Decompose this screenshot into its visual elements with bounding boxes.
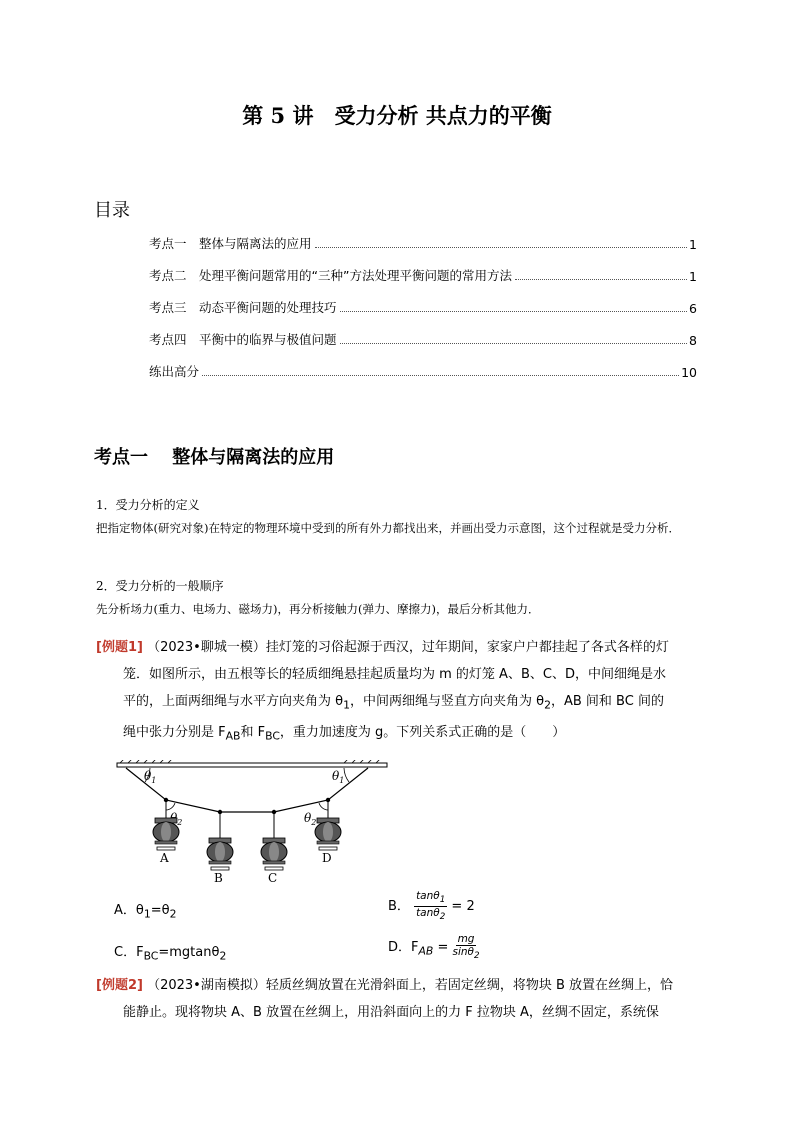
toc-item[interactable]	[149, 330, 697, 348]
example-text: 轻质丝绸放置在光滑斜面上，若固定丝绸，将物块 B 放置在丝绸上，恰	[265, 978, 674, 993]
toc-leader	[202, 374, 679, 376]
toc-leader	[315, 246, 688, 248]
toc-leader	[340, 310, 688, 312]
example-source: （2023•聊城一模）	[147, 640, 266, 655]
theta2-left-label: 2	[177, 818, 183, 827]
toc-item-label: 考点一 整体与隔离法的应用	[149, 236, 312, 251]
toc-item[interactable]	[149, 298, 697, 316]
example-text: 绳中张力分别是 $F_{AB}$和 $F_{BC}$，重力加速度为 g。下列关系式正确的是（ ）	[123, 724, 566, 743]
example-source: （2023•湖南模拟）	[147, 978, 266, 993]
label-a: A	[160, 851, 169, 865]
toc-leader	[340, 342, 688, 344]
lantern-b	[207, 812, 233, 870]
ceiling-bar	[117, 763, 387, 767]
toc-item-page: 8	[689, 333, 697, 348]
theta1-right-label: $\theta_1$	[332, 769, 345, 785]
theta1-left-label: $\theta_1$	[144, 769, 157, 785]
toc-item-page: 10	[681, 365, 697, 380]
lantern-c	[261, 812, 287, 870]
example-text: 笼．如图所示，由五根等长的轻质细绳悬挂起质量均为 m 的灯笼 A、B、C、D，中间细绳是水	[123, 667, 666, 682]
label-b: B	[214, 871, 223, 885]
toc-item-label: 考点四 平衡中的临界与极值问题	[149, 332, 337, 347]
fraction: $\frac{\tan\theta_1}{\tan\theta_2}$	[416, 890, 446, 923]
example-2	[96, 972, 700, 1026]
toc-item[interactable]	[149, 266, 697, 284]
page-title: 第 5 讲 受力分析 共点力的平衡	[242, 103, 552, 128]
toc-item-label: 考点三 动态平衡问题的处理技巧	[149, 300, 337, 315]
label-c: C	[268, 871, 278, 885]
section-heading: 考点一 整体与隔离法的应用	[94, 447, 335, 468]
option-d[interactable]: D．$F_{AB}$ = $\frac{mg}{\sin\theta_2}$	[388, 933, 480, 962]
lantern-d	[315, 800, 341, 850]
example-text: 挂灯笼的习俗起源于西汉，过年期间，家家户户都挂起了各式各样的灯	[265, 640, 669, 655]
toc-item-page: 6	[689, 301, 697, 316]
point-body: 先分析场力(重力、电场力、磁场力)，再分析接触力(弹力、摩擦力)，最后分析其他力．	[96, 602, 540, 616]
toc-item-label: 考点二 处理平衡问题常用的“三种”方法处理平衡问题的常用方法	[149, 268, 512, 283]
option-b[interactable]: B． $\frac{\tan\theta_1}{\tan\theta_2}$ = 2	[388, 890, 475, 923]
example-1	[96, 634, 700, 749]
example-text: 能静止。现将物块 A、B 放置在丝绸上，用沿斜面向上的力 F 拉物块 A，丝绸不固定，系统保	[123, 1005, 659, 1020]
fraction: $\frac{mg}{\sin\theta_2}$	[452, 933, 480, 962]
toc-item-page: 1	[689, 237, 697, 252]
lantern-figure	[112, 760, 397, 885]
toc-leader	[515, 278, 687, 280]
toc-item[interactable]	[149, 234, 697, 252]
toc-item[interactable]	[149, 362, 697, 380]
toc-item-page: 1	[689, 269, 697, 284]
example-text: 平的，上面两细绳与水平方向夹角为 $\theta_1$，中间两细绳与竖直方向夹角为 $\theta_2$，AB 间和 BC 间的	[123, 694, 664, 712]
point-title: 1．受力分析的定义	[96, 498, 200, 512]
example-tag: [例题1]	[96, 640, 143, 655]
option-a[interactable]: A．$\theta_1=\theta_2$	[114, 903, 177, 921]
option-c[interactable]: C．$F_{BC}=mgtan\theta_2$	[114, 945, 227, 963]
label-d: D	[322, 851, 332, 865]
example-tag: [例题2]	[96, 978, 143, 993]
theta2-right-label: $\theta_2$	[304, 811, 317, 827]
lantern-a	[153, 800, 179, 850]
point-title: 2．受力分析的一般顺序	[96, 579, 224, 593]
toc-heading: 目录	[94, 200, 130, 221]
toc-item-label: 练出高分	[149, 364, 200, 379]
point-body: 把指定物体(研究对象)在特定的物理环境中受到的所有外力都找出来，并画出受力示意图，这个过程就是受力分析．	[96, 521, 680, 535]
